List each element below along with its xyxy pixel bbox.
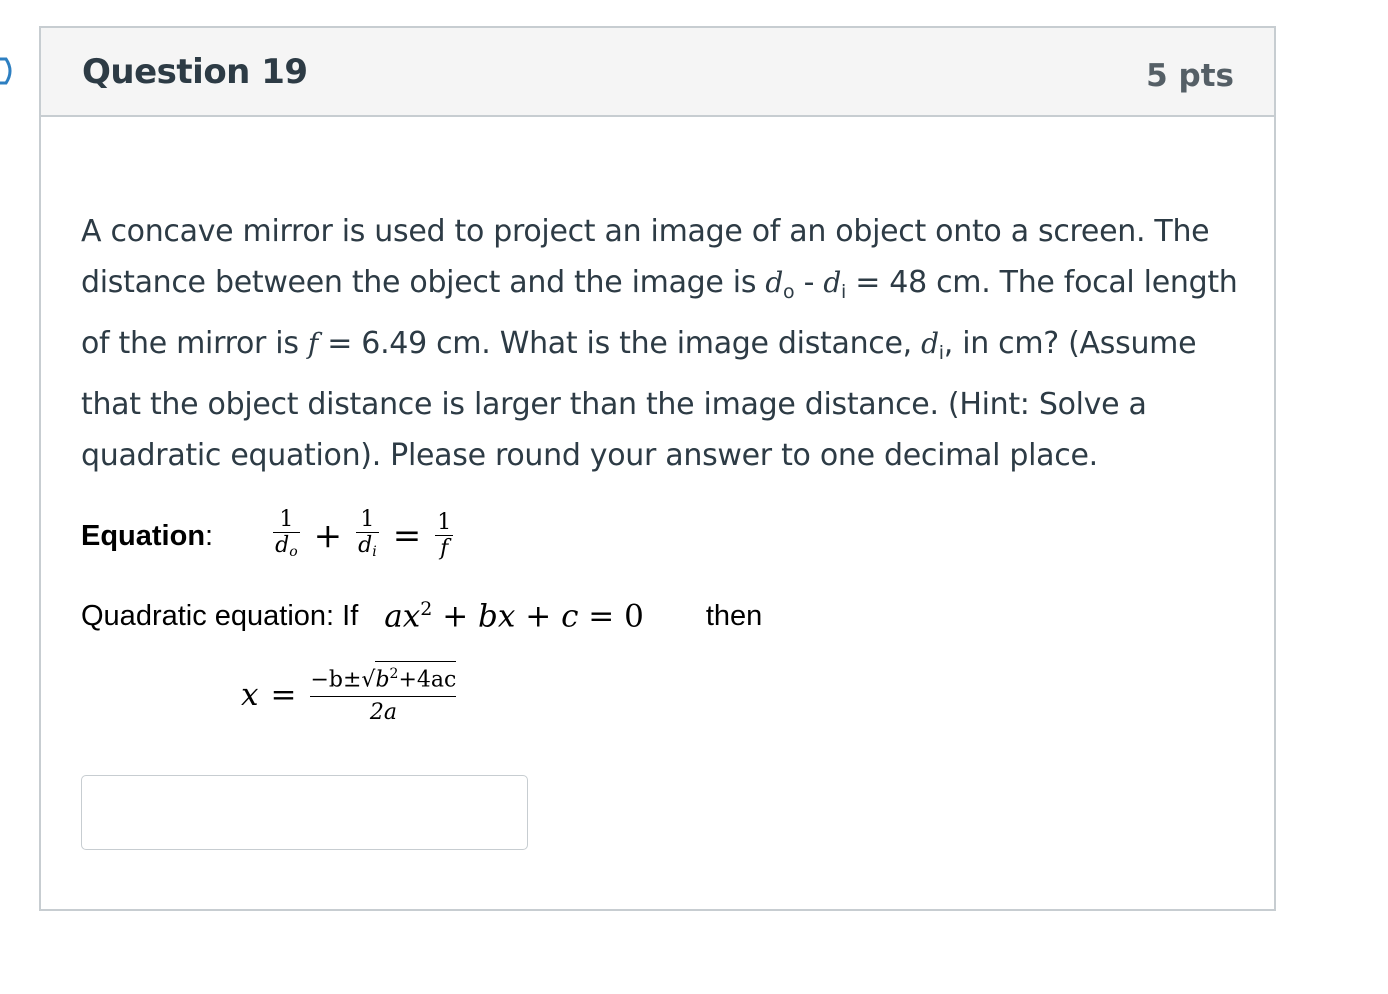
question-text — [81, 206, 1241, 481]
question-header — [41, 28, 1274, 117]
minus-sign: - — [794, 265, 824, 300]
question-card — [39, 26, 1276, 911]
quadratic-row — [81, 591, 762, 641]
quadratic-formula-fraction: $\frac{-b\pm√b^2+4ac}{2a}$ — [310, 661, 456, 729]
question-points: 5 pts — [1146, 58, 1234, 94]
fraction-1-over-do: $\frac{1}{do}$ — [275, 506, 298, 560]
quadratic-formula: x = $\frac{-b\pm√b^2+4ac}{2a}$ — [241, 661, 456, 729]
answer-input[interactable] — [81, 775, 528, 850]
quadratic-label: Quadratic equation: If — [81, 599, 359, 632]
question-text-part2: = 48 cm. The focal length of the mirror is — [81, 265, 1238, 361]
fraction-1-over-f: $\frac{1}{f}$ — [437, 509, 452, 561]
lens-equation-row: Equation : $\frac{1}{do}$ + $\frac{1}{di}$ = $\frac{1}{f}$ — [81, 506, 457, 566]
quadratic-equation: $ax^2$ + bx + c = 0 — [384, 597, 644, 635]
previous-question-arrow-icon[interactable] — [0, 56, 16, 86]
var-di: $d_i$ — [823, 266, 846, 303]
var-f: f — [307, 327, 318, 360]
lens-equation: $\frac{1}{do}$ + $\frac{1}{di}$ = $\frac{1}{f}$ — [269, 508, 457, 565]
question-title: Question 19 — [82, 52, 308, 92]
var-di-2: $d_i$ — [921, 327, 944, 364]
then-label: then — [705, 599, 763, 632]
question-text-part4: , in cm? (Assume that the object distance is larger than the image distance. (Hint: Solve a quadratic equation). Please round your answer to one decimal place. — [81, 326, 1197, 473]
question-text-part3: = 6.49 cm. What is the image distance, — [317, 326, 922, 361]
var-do: $d_o$ — [765, 266, 795, 303]
question-text-part1: A concave mirror is used to project an image of an object onto a screen. The distance between the object and the image is — [81, 214, 1210, 300]
fraction-1-over-di: $\frac{1}{di}$ — [358, 506, 377, 560]
question-body — [81, 206, 1241, 726]
equation-label: Equation — [81, 519, 206, 552]
